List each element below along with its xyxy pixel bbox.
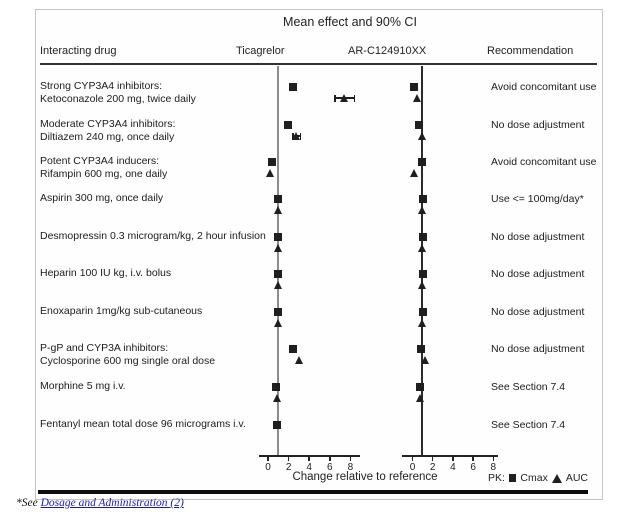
cmax-marker [418,158,426,166]
cmax-marker [419,308,427,316]
axis-tick-label: 6 [327,462,333,473]
recommendation-text: See Section 7.4 [491,419,566,431]
axis-tick [432,456,434,461]
axis-tick-label: 4 [450,462,456,473]
drug-label [40,305,202,318]
drug-label-line: Cyclosporine 600 mg single oral dose [40,354,216,367]
axis-tick-label: 6 [470,462,476,473]
footnote [16,497,184,509]
legend-auc-label: AUC [565,472,588,484]
dosage-administration-link[interactable]: Dosage and Administration (2) [40,497,184,509]
cmax-marker [289,83,297,91]
column-header-ticagrelor: Ticagrelor [236,45,285,57]
axis-tick-label: 2 [429,462,436,473]
drug-label-line: Moderate CYP3A4 inhibitors: [40,118,176,130]
axis-tick [267,456,269,461]
axis-tick [308,456,310,461]
drug-label-line: Morphine 5 mg i.v. [40,380,126,392]
cmax-marker [415,121,423,129]
drug-label-line: Strong CYP3A4 inhibitors: [40,80,162,92]
cmax-marker [274,233,282,241]
footnote-prefix: *See [16,497,41,509]
auc-marker [340,94,348,102]
cmax-marker [274,308,282,316]
recommendation-text: No dose adjustment [491,306,585,318]
auc-marker [421,356,429,364]
axis-tick-label: 2 [285,462,292,473]
axis-tick-label: 4 [306,462,312,473]
column-header-recommendation: Recommendation [487,45,574,57]
axis-tick [452,456,454,461]
recommendation-text: Avoid concomitant use [491,156,597,168]
drug-label-line: Enoxaparin 1mg/kg sub-cutaneous [40,305,203,317]
cmax-marker [410,83,418,91]
cmax-marker [289,345,297,353]
drug-label-line: Rifampin 600 mg, one daily [40,167,168,180]
axis-tick [329,456,331,461]
axis-tick-label: 0 [409,462,416,473]
drug-label [40,267,171,280]
column-header-interacting-drug: Interacting drug [40,45,117,57]
auc-marker [416,394,424,402]
drug-label-line: Desmopressin 0.3 microgram/kg, 2 hour infusion [40,230,266,242]
axis-tick [288,456,290,461]
recommendation-text: Avoid concomitant use [491,81,597,93]
auc-marker [418,319,426,327]
auc-ci-cap [354,95,356,102]
auc-marker [410,169,418,177]
axis-tick [412,456,414,461]
recommendation-text: No dose adjustment [491,231,585,243]
chart-title: Mean effect and 90% CI [283,15,417,29]
cmax-marker [273,421,281,429]
auc-marker [292,132,300,140]
recommendation-text: Use <= 100mg/day* [491,193,584,205]
auc-marker [273,394,281,402]
axis-tick-label: 8 [490,462,497,473]
arc-x-axis [402,455,498,457]
drug-label-line: Heparin 100 IU kg, i.v. bolus [40,267,172,279]
drug-label-line: Fentanyl mean total dose 96 micrograms i.v. [40,418,246,430]
cmax-marker [274,270,282,278]
cmax-marker [419,233,427,241]
drug-label [40,380,126,393]
axis-tick [472,456,474,461]
auc-marker [418,132,426,140]
recommendation-text: See Section 7.4 [491,381,566,393]
recommendation-text: No dose adjustment [491,268,585,280]
auc-marker [295,356,303,364]
column-header-arc124910xx: AR-C124910XX [348,45,427,57]
drug-label [40,118,175,143]
auc-marker [418,206,426,214]
axis-tick-label: 0 [265,462,271,473]
bottom-rule [38,490,588,494]
axis-tick [350,456,352,461]
drug-label [40,418,246,431]
legend-cmax-label: Cmax [520,472,548,484]
auc-marker [418,244,426,252]
axis-tick-label: 8 [347,462,354,473]
auc-marker [274,319,282,327]
pk-legend [488,472,588,484]
cmax-marker [268,158,276,166]
drug-label [40,155,167,180]
drug-label-line: Aspirin 300 mg, once daily [40,192,164,204]
legend-prefix: PK: [488,472,505,484]
drug-label [40,230,266,243]
auc-marker [274,206,282,214]
cmax-marker [419,195,427,203]
auc-marker [418,281,426,289]
drug-label-line: Diltiazem 240 mg, once daily [40,130,175,143]
cmax-marker [416,383,424,391]
drug-label [40,80,196,105]
axis-tick [493,456,495,461]
cmax-marker [284,121,292,129]
auc-marker [413,94,421,102]
auc-marker [266,169,274,177]
cmax-marker [419,270,427,278]
drug-label-line: P-gP and CYP3A inhibitors: [40,342,169,354]
recommendation-text: No dose adjustment [491,343,585,355]
drug-label [40,342,215,367]
header-divider [40,63,597,65]
cmax-marker [274,195,282,203]
cmax-marker [272,383,280,391]
drug-label-line: Ketoconazole 200 mg, twice daily [40,92,196,105]
auc-marker [274,244,282,252]
auc-ci-cap [334,95,336,102]
cmax-marker [417,345,425,353]
recommendation-text: No dose adjustment [491,119,585,131]
drug-label [40,192,163,205]
cmax-square-icon [509,474,516,482]
drug-label-line: Potent CYP3A4 inducers: [40,155,160,167]
x-axis-label: Change relative to reference [292,471,438,483]
auc-triangle-icon [552,474,562,483]
auc-marker [274,281,282,289]
